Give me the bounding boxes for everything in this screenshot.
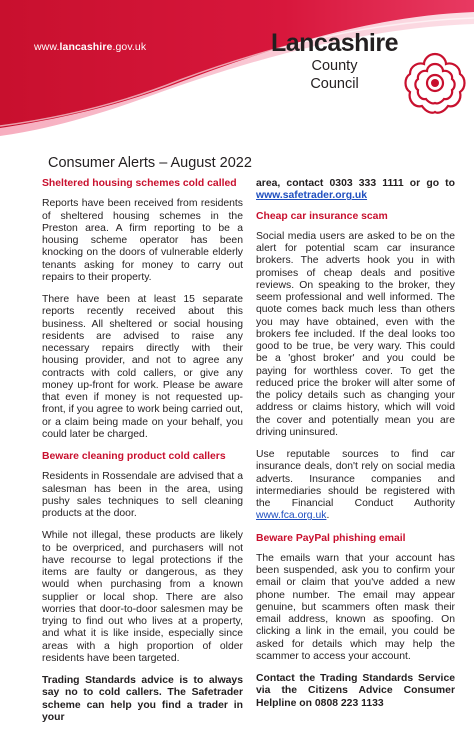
contact-paragraph: Contact the Trading Standards Service via the Citizens Advice Consumer Helpline on 0808 223 1133 (256, 673, 455, 709)
paragraph: Social media users are asked to be on the alert for potential scam car insurance brokers. The adverts hook you in with promises of cheap deals and positive reviews. On speaking to the broker, they seem professional and well informed. The quote comes back much less than others you may have obtained, even with the brokers fee included. If the deal looks too good to be true, be very wary. This could be a 'ghost broker' and you could be paying for worthless cover. To get the reduced price the broker will alter some of the policy details such as changing your address or claims history, which will void the cover and potentially mean you are driving uninsured. (256, 230, 455, 438)
brand-sub-2: Council (310, 76, 359, 93)
brand-name: Lancashire (270, 29, 398, 57)
fca-link[interactable]: www.fca.org.uk (256, 510, 327, 522)
advice-paragraph: Trading Standards advice is to always say no to cold callers. The Safetrader scheme can help you find a trader in your (42, 675, 243, 723)
brand-sub-1: County (311, 58, 358, 74)
section-heading-cleaning-products: Beware cleaning product cold callers (42, 451, 226, 462)
paragraph: Reports have been received from residents of sheltered housing schemes in the Preston area. A firm reporting to be a housing scheme operator has been knocking on the doors of vulnerable elderly tenants asking for money to carry out repairs to their property. (42, 198, 243, 283)
paragraph: While not illegal, these products are likely to be overpriced, and purchasers will not have recourse to legal protections if the items are faulty or dangerous, as they would when purchasing from a known supplier or local shop. There are also worries that door-to-door salesmen may be trying to find out who lives at a property, and what it is like inside, especially since areas with a high proportion of older residents have been targeted. (42, 530, 243, 664)
paragraph: Residents in Rossendale are advised that a salesman has been in the area, using pushy sales techniques to sell cleaning products at the door. (42, 471, 243, 519)
section-heading-paypal-phishing: Beware PayPal phishing email (256, 532, 406, 544)
council-logo-text (271, 31, 398, 92)
lancashire-rose-icon (402, 50, 468, 116)
right-column (256, 178, 455, 720)
page-title: Consumer Alerts – August 2022 (48, 155, 252, 171)
paragraph: There have been at least 15 separate reports recently received about this business. All sheltered or social housing residents are advised to raise any necessary repairs directly with their housing provider, and not to agree any contracts with cold callers, or give any money up-front for work. Please be aware that even if money is not requested up-front, if you agree to work being carried out, or a claim being made on your behalf, you could later be charged. (42, 294, 243, 440)
safetrader-link[interactable]: www.safetrader.org.uk (256, 190, 368, 202)
advice-continuation: area, contact 0303 333 1111 or go to www.safetrader.org.uk (256, 178, 455, 202)
website-url[interactable]: www.lancashire.gov.uk (34, 41, 147, 53)
left-column (42, 178, 243, 734)
section-heading-sheltered-housing: Sheltered housing schemes cold called (42, 178, 237, 189)
paragraph: Use reputable sources to find car insurance deals, don't rely on social media adverts. Insurance companies and intermediaries should be registered with the Financial Conduct Authority www.fca.org.uk. (256, 449, 455, 522)
paragraph: The emails warn that your account has been suspended, ask you to confirm your email or claim that you've added a new phone number. The email may appear genuine, but scammers often mask their email address, known as spoofing. On clicking a link in the email, you could be asked for details which may help the scammer to access your account. (256, 552, 455, 662)
section-heading-car-insurance: Cheap car insurance scam (256, 210, 388, 222)
